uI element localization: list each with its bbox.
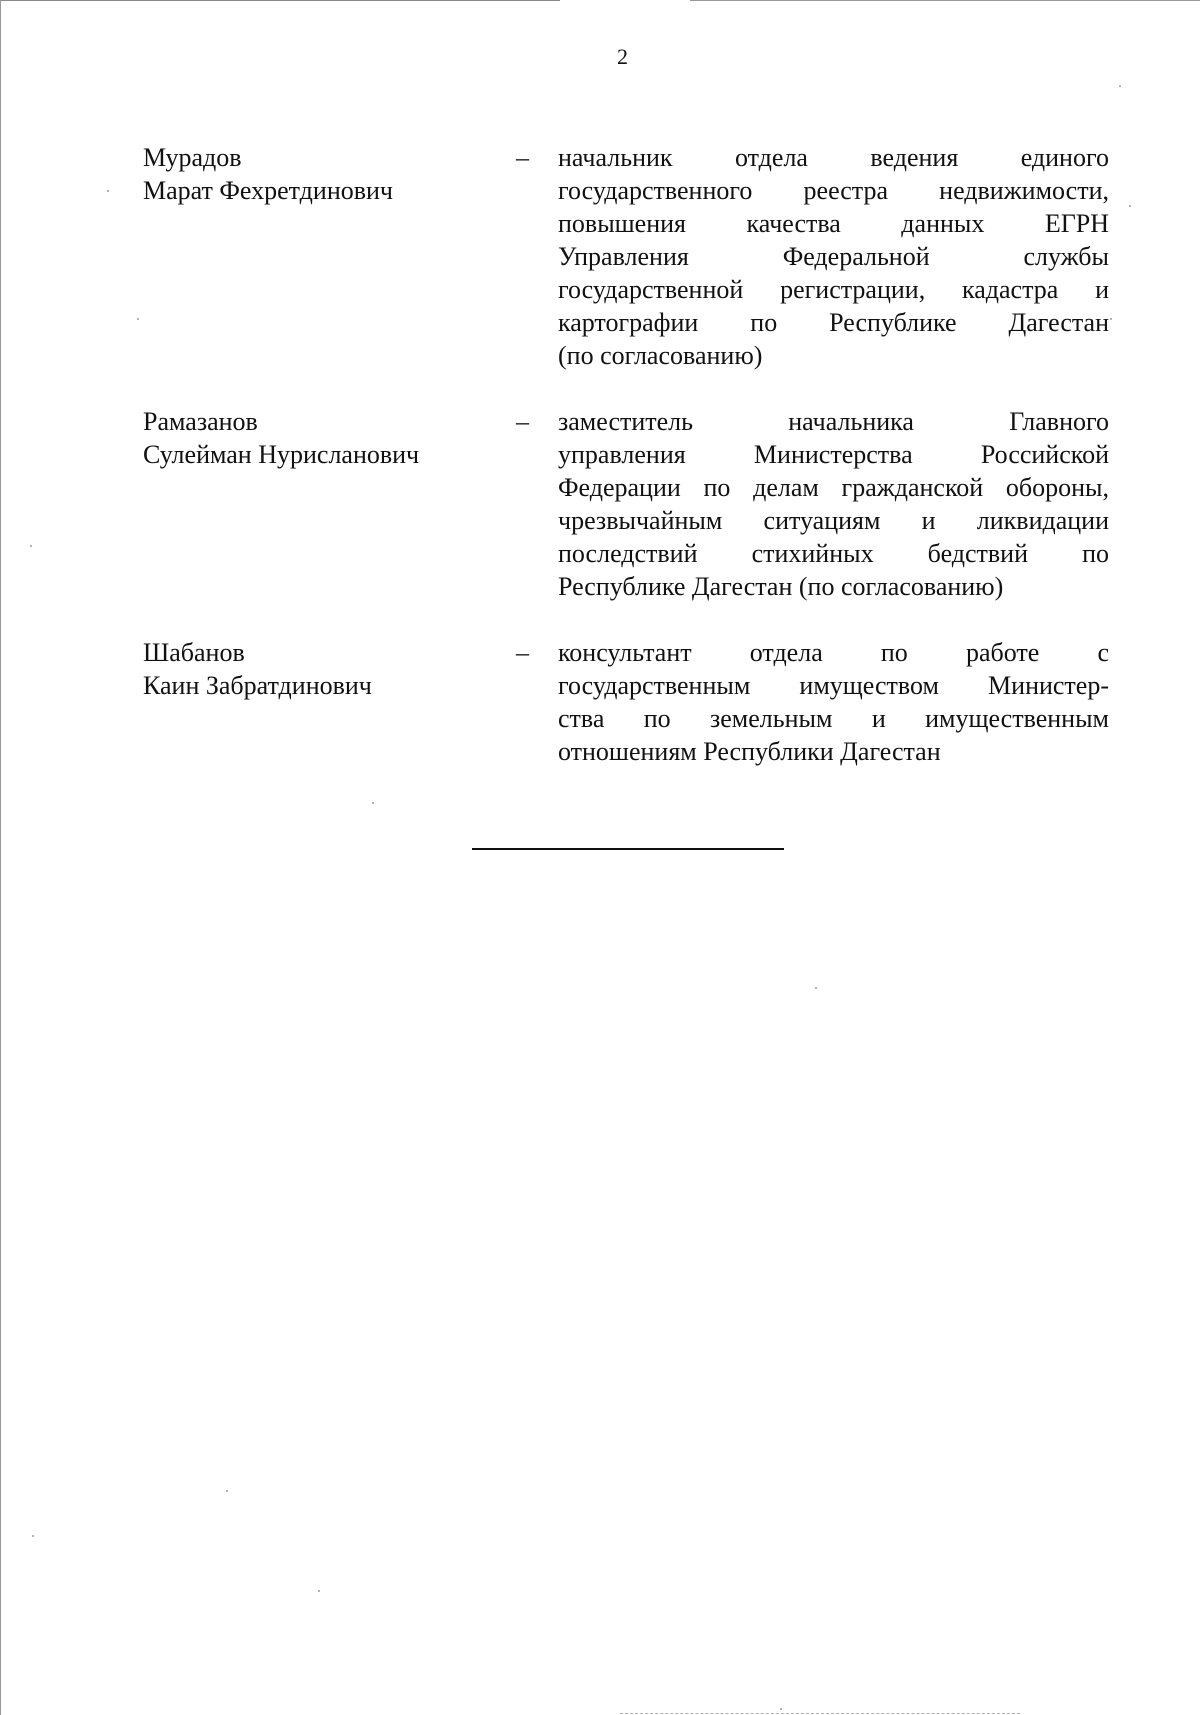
surname: Рамазанов bbox=[143, 407, 258, 436]
position-description bbox=[558, 636, 1109, 768]
position-line: государственного реестра недвижимости, bbox=[558, 176, 1109, 205]
dash-separator: – bbox=[516, 638, 529, 667]
position-line: государственным имуществом Министер- bbox=[558, 671, 1109, 700]
position-line: картографии по Республике Дагестан bbox=[558, 308, 1109, 337]
position-line: Управления Федеральной службы bbox=[558, 242, 1109, 271]
given-names: Марат Фехретдинович bbox=[143, 176, 394, 205]
position-line: Республике Дагестан (по согласованию) bbox=[558, 572, 1004, 601]
position-line: повышения качества данных ЕГРН bbox=[558, 209, 1109, 238]
position-line: отношениям Республики Дагестан bbox=[558, 737, 941, 766]
surname: Мурадов bbox=[143, 143, 242, 172]
position-line: начальник отдела ведения единого bbox=[558, 143, 1109, 172]
scan-edge-left bbox=[0, 0, 1, 1715]
position-line: последствий стихийных бедствий по bbox=[558, 539, 1109, 568]
position-line: управления Министерства Российской bbox=[558, 440, 1109, 469]
surname: Шабанов bbox=[143, 638, 245, 667]
person-name bbox=[143, 636, 503, 702]
scan-speck bbox=[1129, 205, 1131, 207]
given-names: Каин Забратдинович bbox=[143, 671, 372, 700]
scan-speck bbox=[32, 1535, 34, 1537]
scan-speck bbox=[30, 545, 32, 547]
scan-speck bbox=[107, 190, 109, 192]
end-of-list-rule bbox=[472, 848, 784, 850]
scan-speck bbox=[137, 318, 139, 320]
person-name bbox=[143, 141, 503, 207]
scan-speck bbox=[780, 1708, 782, 1710]
position-line: государственной регистрации, кадастра и bbox=[558, 275, 1109, 304]
page-number: 2 bbox=[617, 44, 628, 69]
scan-speck bbox=[1119, 85, 1121, 87]
position-line: (по согласованию) bbox=[558, 341, 763, 370]
position-line: заместитель начальника Главного bbox=[558, 407, 1109, 436]
dash-separator: – bbox=[516, 407, 529, 436]
scan-edge-top bbox=[0, 0, 560, 1]
scan-speck bbox=[318, 1590, 320, 1592]
scan-speck bbox=[1110, 318, 1112, 320]
scan-speck bbox=[815, 987, 817, 989]
dash-separator: – bbox=[516, 143, 529, 172]
person-name bbox=[143, 405, 503, 471]
scan-edge-top bbox=[690, 0, 1200, 1]
scan-speck bbox=[226, 1490, 228, 1492]
position-description bbox=[558, 141, 1109, 372]
position-description bbox=[558, 405, 1109, 603]
position-line: Федерации по делам гражданской обороны, bbox=[558, 473, 1109, 502]
position-line: консультант отдела по работе с bbox=[558, 638, 1109, 667]
scan-speck bbox=[372, 802, 374, 804]
given-names: Сулейман Нурисланович bbox=[143, 440, 420, 469]
position-line: ства по земельным и имущественным bbox=[558, 704, 1109, 733]
scan-edge-bottom bbox=[620, 1713, 1020, 1714]
position-line: чрезвычайным ситуациям и ликвидации bbox=[558, 506, 1109, 535]
